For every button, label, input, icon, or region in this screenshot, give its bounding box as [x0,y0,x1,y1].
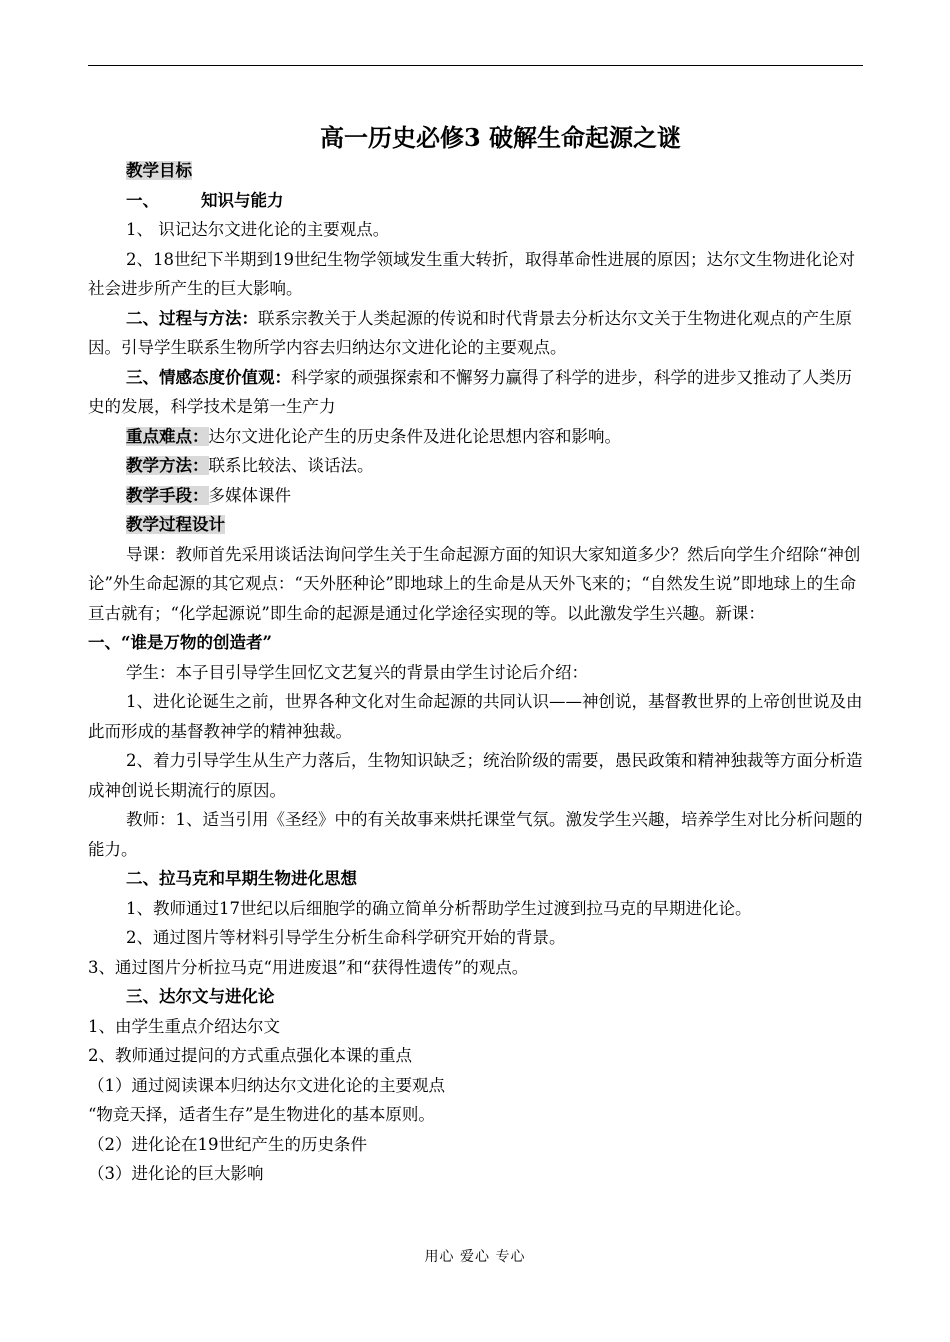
sec3-paragraph: 三、情感态度价值观：科学家的顽强探索和不懈努力赢得了科学的进步，科学的进步又推动了人类历史的发展，科学技术是第一生产力 [88,367,852,416]
part3-p4: “物竞天择，适者生存”是生物进化的基本原则。 [88,1105,435,1124]
part1-p2: 1、进化论诞生之前，世界各种文化对生命起源的共同认识——神创说，基督教世界的上帝创世说及由此而形成的基督教神学的精神独裁。 [88,692,863,741]
part1-p4: 教师：1、适当引用《圣经》中的有关故事来烘托课堂气氛。激发学生兴趣，培养学生对比分析问题的能力。 [88,810,863,859]
part3-p6: （3）进化论的巨大影响 [88,1164,264,1183]
page-footer: 用心 爱心 专心 [424,1249,526,1265]
part3-heading: 三、达尔文与进化论 [126,987,275,1006]
header-rule [88,65,863,66]
part3-p3: （1）通过阅读课本归纳达尔文进化论的主要观点 [88,1075,445,1095]
sec2-paragraph: 二、过程与方法：联系宗教关于人类起源的传说和时代背景去分析达尔文关于生物进化观点的产生原因。引导学生联系生物所学内容去归纳达尔文进化论的主要观点。 [88,308,852,357]
part2-p3: 3、通过图片分析拉马克“用进废退”和“获得性遗传”的观点。 [88,957,529,977]
page-title: 高一历史必修3 破解生命起源之谜 [319,123,682,152]
part2-heading: 二、拉马克和早期生物进化思想 [126,869,357,888]
part2-p2: 2、通过图片等材料引导学生分析生命科学研究开始的背景。 [126,928,566,947]
part1-heading: 一、“谁是万物的创造者” [88,633,272,652]
knowledge-item-2: 2、18世纪下半期到19世纪生物学领域发生重大转折，取得革命性进展的原因；达尔文生物进化论对社会进步所产生的巨大影响。 [88,249,855,298]
part1-p1: 学生：本子目引导学生回忆文艺复兴的背景由学生讨论后介绍： [126,662,588,682]
part1-p3: 2、着力引导学生从生产力落后，生物知识缺乏；统治阶级的需要，愚民政策和精神独裁等方面分析造成神创说长期流行的原因。 [88,751,863,800]
teaching-means: 教学手段：多媒体课件 [126,485,291,505]
part2-p1: 1、教师通过17世纪以后细胞学的确立简单分析帮助学生过渡到拉马克的早期进化论。 [126,898,752,918]
goals-heading: 教学目标 [126,161,192,180]
document-body [88,120,863,1189]
part3-p2: 2、教师通过提问的方式重点强化本课的重点 [88,1046,412,1065]
sec1-heading: 一、 知识与能力 [126,190,284,210]
teaching-method: 教学方法：联系比较法、谈话法。 [126,456,374,475]
knowledge-item-1: 1、 识记达尔文进化论的主要观点。 [126,220,390,239]
part3-p1: 1、由学生重点介绍达尔文 [88,1016,280,1036]
intro-paragraph: 导课：教师首先采用谈话法询问学生关于生命起源方面的知识大家知道多少？然后向学生介绍除“神创论”外生命起源的其它观点：“天外胚种论”即地球上的生命是从天外飞来的；“自然发生说”即地球上的生命亘古就有；“化学起源说”即生命的起源是通过化学途径实现的等。以此激发学生兴趣。新课： [88,544,861,623]
part3-p5: （2）进化论在19世纪产生的历史条件 [88,1134,367,1154]
key-points: 重点难点：达尔文进化论产生的历史条件及进化论思想内容和影响。 [126,426,621,446]
process-heading: 教学过程设计 [126,515,225,534]
